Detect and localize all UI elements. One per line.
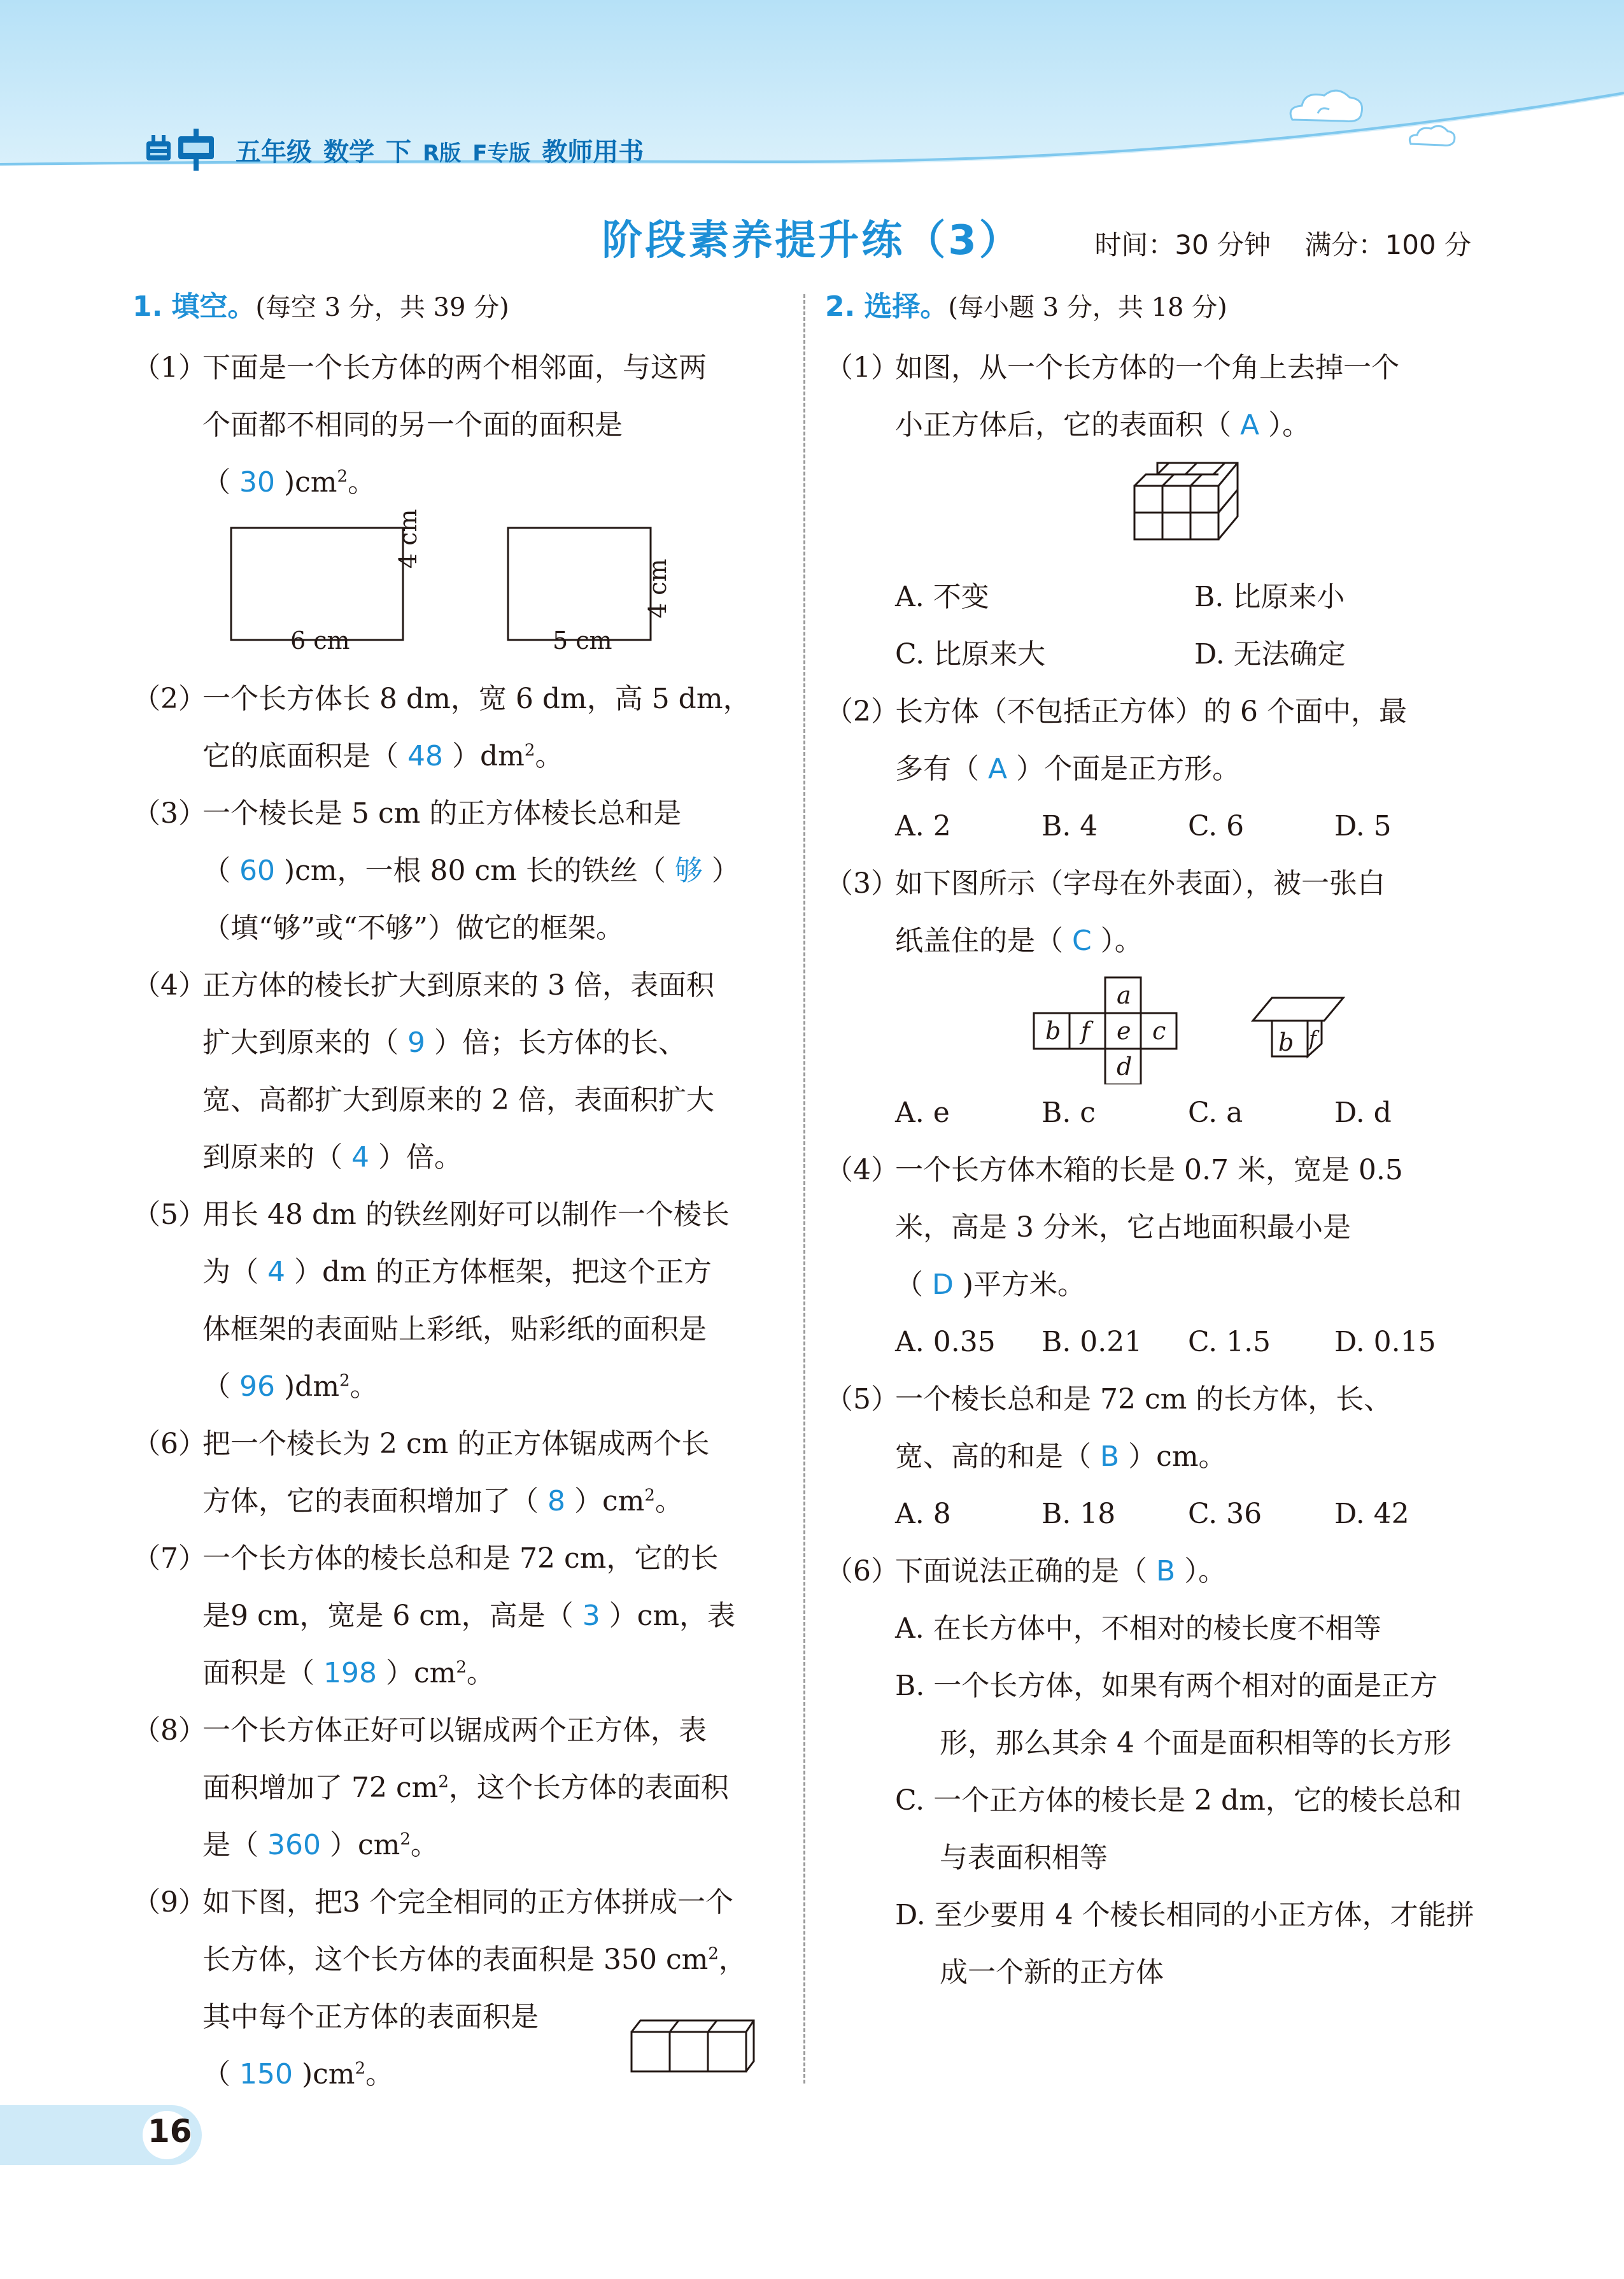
question-item: （8） 一个长方体正好可以锯成两个正方体，表 面积增加了 72 $cm^2$，这个长方体的表面积 是（ 360 ）$cm^2$。 (132, 1714, 729, 1861)
question-item: （7） 一个长方体的棱长总和是 72 cm，它的长 是9 cm，宽是 6 cm，高是（ 3 ）cm，表 面积是（ 198 ）$cm^2$。 (132, 1542, 736, 1689)
net-label: e (1117, 1017, 1131, 1045)
question-item: （1） 下面是一个长方体的两个相邻面，与这两 个面都不相同的另一个面的面积是 （ 30 )$cm^2$。 (132, 351, 707, 499)
option[interactable]: C. 一个正方体的棱长是 2 dm，它的棱长总和与表面积相等 (895, 1784, 1462, 1874)
cube-corner-figure (825, 454, 1481, 569)
column-divider (803, 294, 805, 2084)
three-cubes-diagram (629, 2014, 756, 2078)
question-item: （4） 一个长方体木箱的长是 0.7 米，宽是 0.5 米，高是 3 分米，它占地面积最小是 （ D )平方米。 (825, 1154, 1403, 1301)
option[interactable]: A. 不变 (895, 581, 989, 613)
section-title: 1. 填空。(每空 3 分，共 39 分) (132, 290, 509, 323)
options (825, 1314, 1481, 1371)
question-item: （9） 如下图，把3 个完全相同的正方体拼成一个 长方体，这个长方体的表面积是 350 $cm^2$， 其中每个正方体的表面积是 （ 150 )$cm^2$。 (132, 1874, 782, 2103)
brand-book: 教师用书 (542, 137, 644, 167)
fig2-width-label: 5 cm (553, 627, 612, 655)
option[interactable]: D. 无法确定 (1194, 638, 1346, 671)
answer: 够 (674, 855, 703, 887)
exam-meta (1069, 224, 1471, 262)
brand-grade: 五年级 (236, 137, 312, 167)
question-item: （1） 如图，从一个长方体的一个角上去掉一个 小正方体后，它的表面积（ A ）。 (825, 351, 1399, 441)
answer: A (1240, 409, 1260, 441)
answer: 3 (582, 1600, 600, 1632)
option[interactable]: C. 比原来大 (895, 638, 1046, 671)
answer: 4 (351, 1141, 369, 1174)
option[interactable]: C. 36 (1188, 1498, 1262, 1530)
face-figures (132, 511, 782, 671)
question-item: （2） 长方体（不包括正方体）的 6 个面中，最 多有（ A ）个面是正方形。 (825, 695, 1407, 785)
brand-edition: R版 (423, 140, 462, 166)
brand-subject: 数学 (323, 137, 374, 167)
exam-time: 时间：30 分钟 (1094, 229, 1271, 260)
question-item: （5） 一个棱长总和是 72 cm 的长方体，长、 宽、高的和是（ B ）cm。 (825, 1383, 1392, 1473)
option[interactable]: B. c (1041, 1097, 1096, 1129)
brand-special: F专版 (472, 140, 531, 166)
option[interactable]: D. d (1334, 1097, 1392, 1129)
folded-cube-label: b (1278, 1028, 1294, 1056)
section-multiple-choice (825, 287, 1481, 2001)
section-title: 2. 选择。(每小题 3 分，共 18 分) (825, 290, 1227, 323)
answer: 4 (267, 1256, 285, 1288)
option[interactable]: A. 8 (895, 1498, 951, 1530)
answer: B (1100, 1440, 1120, 1473)
option[interactable]: C. a (1188, 1097, 1243, 1129)
answer: 198 (323, 1657, 377, 1689)
option[interactable]: D. 42 (1334, 1498, 1409, 1530)
option[interactable]: A. 在长方体中，不相对的棱长度不相等 (895, 1612, 1381, 1645)
option[interactable]: D. 0.15 (1334, 1326, 1436, 1358)
folded-cube-label: f (1309, 1026, 1317, 1051)
option[interactable]: B. 4 (1041, 810, 1098, 842)
net-label: b (1045, 1017, 1061, 1045)
options (825, 569, 1481, 683)
net-label: f (1081, 1017, 1091, 1045)
answer: B (1156, 1555, 1176, 1587)
option[interactable]: B. 一个长方体，如果有两个相对的面是正方形，那么其余 4 个面是面积相等的长方形 (895, 1670, 1451, 1759)
cloud-icon (1286, 82, 1369, 132)
exam-score: 满分：100 分 (1304, 229, 1471, 260)
brand-logo-icon (145, 127, 220, 172)
question-item: （6） 把一个棱长为 2 cm 的正方体锯成两个长 方体，它的表面积增加了（ 8 ）$cm^2$。 (132, 1428, 710, 1517)
question-item: （6） 下面说法正确的是（ B ）。 (825, 1555, 1227, 1587)
net-label: d (1117, 1053, 1133, 1081)
net-label: a (1117, 981, 1131, 1009)
cloud-icon (1407, 120, 1458, 152)
answer: 9 (407, 1026, 425, 1059)
answer: 150 (239, 2058, 293, 2091)
answer: 30 (239, 466, 275, 499)
folded-cube-diagram (1250, 995, 1346, 1065)
answer: D (932, 1268, 954, 1301)
options (825, 1486, 1481, 1543)
question-item: （5） 用长 48 dm 的铁丝刚好可以制作一个棱长 为（ 4 ）dm 的正方体框架，把这个正方 体框架的表面贴上彩纸，贴彩纸的面积是 （ 96 )$dm^2$。 (132, 1198, 730, 1403)
answer: 8 (547, 1485, 565, 1517)
option[interactable]: B. 0.21 (1041, 1326, 1143, 1358)
answer: 60 (239, 855, 275, 887)
option[interactable]: A. e (895, 1097, 950, 1129)
fig2-height-label: 4 cm (644, 558, 672, 618)
net-label: c (1152, 1017, 1166, 1045)
brand-term: 下 (386, 137, 411, 167)
page-number: 16 (148, 2113, 192, 2150)
rectangle-faces-diagram (132, 511, 782, 671)
fig1-height-label: 4 cm (394, 509, 422, 569)
option[interactable]: D. 5 (1334, 810, 1392, 842)
option[interactable]: C. 1.5 (1188, 1326, 1271, 1358)
cuboid-corner-removed-diagram (1132, 460, 1240, 543)
option[interactable]: A. 2 (895, 810, 951, 842)
option[interactable]: B. 比原来小 (1194, 581, 1345, 613)
header-brand (145, 127, 655, 172)
answer: A (988, 753, 1008, 785)
options (825, 798, 1481, 855)
question-item: （2） 一个长方体长 8 dm，宽 6 dm，高 5 dm， 它的底面积是（ 48 ）$dm^2$。 (132, 683, 751, 772)
option[interactable]: C. 6 (1188, 810, 1245, 842)
answer: C (1072, 925, 1092, 957)
question-item: （4） 正方体的棱长扩大到原来的 3 倍，表面积 扩大到原来的（ 9 ）倍；长方体的长、 宽、高都扩大到原来的 2 倍，表面积扩大 到原来的（ 4 ）倍。 (132, 969, 714, 1174)
page-title: 阶段素养提升练（3） (602, 217, 1022, 264)
question-item: （3） 如下图所示（字母在外表面），被一张白 纸盖住的是（ C ）。 (825, 867, 1385, 957)
option[interactable]: B. 18 (1041, 1498, 1116, 1530)
options (825, 1600, 1481, 2001)
options (825, 1084, 1481, 1142)
answer: 48 (407, 740, 443, 772)
cube-net-figure (825, 970, 1481, 1084)
question-item: （3） 一个棱长是 5 cm 的正方体棱长总和是 （ 60 )cm，一根 80 cm 长的铁丝（ 够 ） （填“够”或“不够”）做它的框架。 (132, 797, 740, 944)
answer: 360 (267, 1829, 321, 1861)
answer: 96 (239, 1370, 275, 1403)
option[interactable]: A. 0.35 (895, 1326, 996, 1358)
option[interactable]: D. 至少要用 4 个棱长相同的小正方体，才能拼成一个新的正方体 (895, 1899, 1474, 1989)
section-fill-blank (132, 287, 782, 2103)
fig1-width-label: 6 cm (290, 627, 350, 655)
